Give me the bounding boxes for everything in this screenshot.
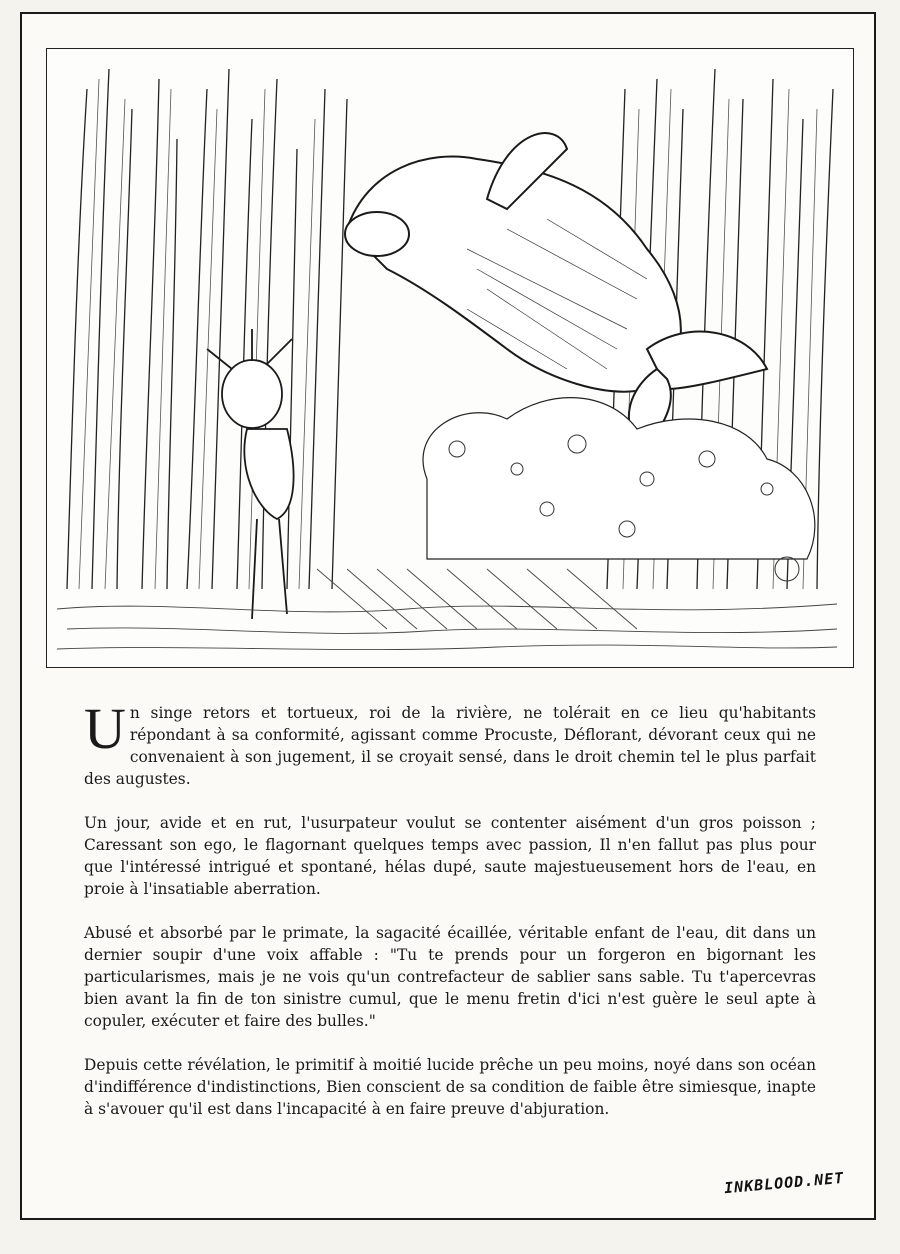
illustration-drawing (47, 49, 853, 667)
page-frame (20, 12, 876, 1220)
story-paragraph-3: Abusé et absorbé par le primate, la sagacité écaillée, véritable enfant de l'eau, dit dans un dernier soupir d'une voix affable : "Tu te prends pour un forgeron en bigornant les particularismes, mais je ne vois qu'un contrefacteur de sablier sans sable. Tu t'apercevras bien avant la fin de ton sinistre cumul, que le menu fretin d'ici n'est guère le seul apte à copuler, exécuter et faire des bulles." (84, 924, 816, 1030)
ink-illustration (46, 48, 854, 668)
story-paragraph-1-text: n singe retors et tortueux, roi de la rivière, ne tolérait en ce lieu qu'habitants répondant à sa conformité, agissant comme Procuste, Déflorant, dévorant ceux qui ne convenaient à son jugement, il se croyait sensé, dans le droit chemin tel le plus parfait des augustes. (84, 704, 816, 788)
story-paragraph-4: Depuis cette révélation, le primitif à moitié lucide prêche un peu moins, noyé dans son océan d'indifférence d'indistinctions, Bien conscient de sa condition de faible être simiesque, inapte à s'avouer qu'il est dans l'incapacité à en faire preuve d'abjuration. (84, 1056, 816, 1118)
signature-inkblood: INKBLOOD.NET (723, 1168, 845, 1198)
story-text (84, 696, 816, 1142)
drop-cap: U (84, 696, 126, 761)
story-paragraph-1 (84, 696, 816, 790)
story-paragraph-2: Un jour, avide et en rut, l'usurpateur voulut se contenter aisément d'un gros poisson ; Caressant son ego, le flagornant quelques temps avec passion, Il n'en fallut pas plus pour que l'intéressé intrigué et spontané, hélas dupé, saute majestueusement hors de l'eau, en proie à l'insatiable aberration. (84, 814, 816, 898)
